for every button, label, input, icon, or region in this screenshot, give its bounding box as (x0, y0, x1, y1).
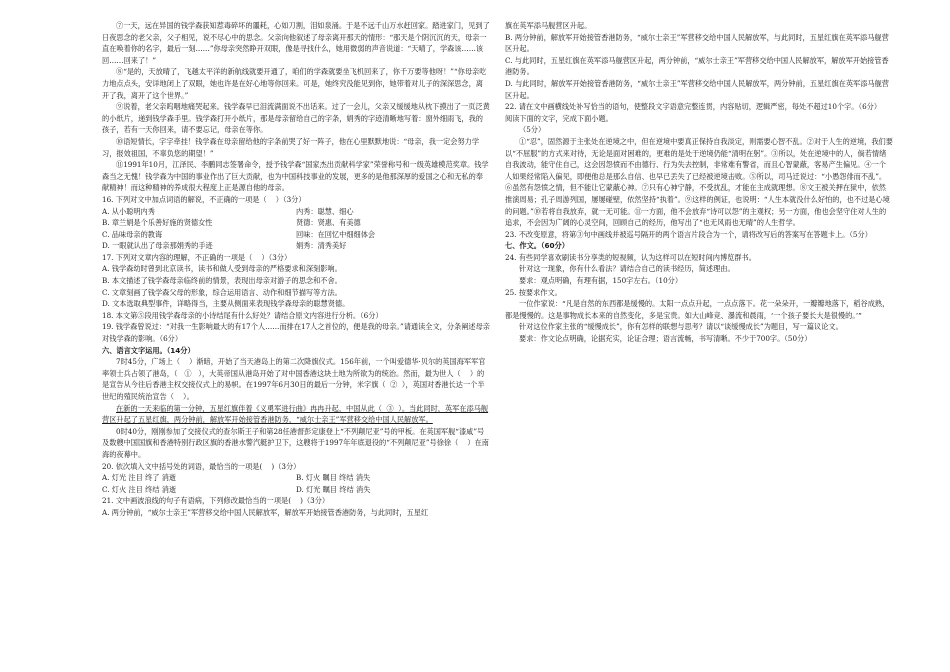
q16-option-c: C. 品味母亲的教诲 (102, 229, 163, 239)
language-passage-3: 0时40分，刚刚参加了交接仪式的查尔斯王子和第28任港督彭定康登上“不列颠尼亚”号的甲板。在英国军舰“漆咸”号及数艘中国国旗和香港特别行政区旗的香港水警汽艇护卫下，这艘将于1997年年底退役的“不列颠尼亚”号徐徐（ ）在南海的夜幕中。 (102, 426, 489, 459)
paragraph-7: ⑦一天，远在异国的钱学森获知惹毒碎坏的噩耗，心如刀割，泪如泉涌。于是不远千山万水赶回家。踏进家门，见到了日夜思念的老父亲，父子相见，说不尽心中的思念。父亲向他叙述了母亲离开那天的情形：“那天是个阴沉沉的天，母亲一直在唤着你的名字，最后一刻……”你母亲突然睁开双眼，像是寻找什么，她用微弱的声音说道：“天晴了，学森该……该回……回来了！” (102, 21, 490, 65)
question-25: 25. 按要求作文。 (505, 287, 562, 297)
question-22: 22. 请在文中画横线处补写恰当的语句，使整段文字语意完整连贯，内容贴切，逻辑严密，每处不超过10个字。（6分） (505, 102, 882, 112)
question-18: 18. 本文第⑤段用钱学森母亲的小诗结尾有什么好处？请结合原文内容进行分析。（6分） (102, 310, 383, 320)
q20-option-d: D. 灯光 瞩目 终结 消失 (296, 484, 371, 494)
paragraph-9: ⑨说着，老父亲呜咽地痛哭起来。钱学森早已泪流满面说不出话来。过了一会儿，父亲又缓缓地从枕下摸出了一页泛黄的小纸片，递到钱学森手里。钱学森打开小纸片，那是母亲留给自己的字条，娟秀的字迹清晰地写着：窗外细雨飞，我的孩子，若有一天你回来，请不要忘记，母亲在等你。 (102, 102, 490, 135)
right-column (505, 20, 893, 345)
q21-option-c: C. 与此同时，五星红旗在英军添马舰营区升起，两分钟前，“威尔士亲王”军营移交给中国人民解放军，解放军开始接管香港防务。 (505, 55, 889, 77)
q25-quote: 一位作家说：“凡是自然的东西都是缓慢的。太阳一点点升起，一点点落下。花一朵朵开，一瓣瓣地落下，稻谷成熟，都是慢慢的。这是事物成长本来的自然变化，多是宝贵。如大山峰竞、瀑流和晨雨，‘一个孩子要长大是很慢的。’” (505, 299, 890, 320)
q20-option-c: C. 灯火 注目 终结 消逝 (102, 484, 177, 494)
q21-option-a: A. 两分钟前，“威尔士亲王”军营移交给中国人民解放军，解放军开始接管香港防务，与此同时，五星红 (102, 507, 429, 517)
q24-requirement: 要求：观点明确，有理有据，150字左右。（10分） (519, 276, 683, 286)
q16-option-c-row (102, 229, 490, 241)
q17-option-b: B. 本文描述了钱学森母亲临终前的情景，表现出母亲对游子的思念和不舍。 (102, 276, 342, 286)
language-passage-2: 在新的一天来临的第一分钟，五星红旗伴着《义勇军进行曲》冉冉升起，中国从此（ ③ ）。当此同时，英军在添马舰营区升起了五星红旗，两分钟前，解放军开始接管香港防务，“威尔士亲王”军营移交给中国人民解放军。 (102, 403, 489, 425)
question-24: 24. 有些同学喜欢刷读书分享类的短视频，认为这样可以在短时间内博览群书。 (505, 252, 756, 262)
reading-instruction: 阅读下面的文字，完成下面小题。 (505, 113, 613, 123)
q20-option-b: B. 灯火 瞩目 终结 消失 (296, 473, 371, 483)
q16-option-d-gloss: 娟秀：清秀美好 (296, 241, 347, 251)
section-7-heading: 七、作文。（60分） (505, 241, 569, 251)
paragraph-10: ⑩语短情长，字字牵挂！钱学森在母亲留给他的字条前哭了好一阵子，他在心里默默地说：“母亲，我一定会努力学习，报效祖国，不辜负您的期望！” (102, 136, 480, 158)
q16-option-d-row (102, 240, 490, 252)
question-19: 19. 钱学森曾说过：“对我一生影响最大的有17个人……而排在17人之首位的，便是我的母亲。”请通读全文，分条阐述母亲对钱学森的影响。（6分） (102, 322, 490, 344)
q17-option-c: C. 文章刻画了钱学森父母的形象，综合运用语言、动作和细节描写等方法。 (102, 287, 342, 297)
reading-points: （5分） (519, 125, 546, 135)
question-23: 23. 不改变原意，将第③句中画线并被巡号隔开的两个语言片段合为一个，请将改写后的答案写在答题卡上。（5分） (505, 229, 872, 239)
question-16: 16. 下列对文中加点词语的解说，不正确的一项是（ ）（3分） (102, 194, 306, 204)
q16-option-a-gloss: 内秀：聪慧、细心 (296, 206, 354, 216)
question-21: 21. 文中画波浪线的句子有语病，下列修改最恰当的一项是( )（3分） (102, 496, 330, 506)
section-6-heading: 六、语言文字运用。（14分） (102, 345, 195, 355)
language-passage-1: 7时45分，广场上（ ）渐暗，开始了当天港岛上的第二次降旗仪式。156年前，一个叫爱德华·贝尔的英国海军军官率领士兵占领了港岛，（ ① ），大英帝国从港岛开始了对中国香港这块土地为所欲为的统治。然而，最为世人（ ）的是宣告从今往后香港主权交接仪式上的易帜。在1997年6月30日的最后一分钟，米字旗（ ② ），英国对香港长达一个半世纪的殖民统治宣告（ ）。 (102, 357, 486, 401)
reading-passage: ①“忍”，固然源于主张处在逆境之中，但在逆境中要真正保持自我淡定，则需要心智不乱。②对于人生的逆境，我们要以“不屈服”的方式来对待，无论是面对困难的，更难的是处于逆境仍能“清明在躬”。③所以，处在逆境中的人，倘若情绪自我波动，能守住自己，这会因怨愤而不由德行、行为失去控制，非常难有警省，而且心智蒙蔽，客易产生偏见。④一个人如果经常陷入偏见，即便他总是那么自信、也早已丢失了已经被逆境击败。⑤所以，司马迁说过：“小愚怨俳而不乱”。⑥虽然有怨愤之情，但不能让它蒙蔽心神。⑦只有心神宁静，不受扰乱，才能在主成就理想。⑧文王被关押在狱中，依然推演周易；孔子周游列国，屡屡碰壁，依然坚持“执着”。⑨这样的例证，也说明：“人生本就没什么好怕的，也不过是心境的问题。”⑩若将自我放弃，就一无可能。⑪一方面，他不会放弃“诗可以怨”的主观权；另一方面，他也会坚守住对人生的追求，不会因为广阔的心灵空间，回顾自己的经历，他写出了“也无风雨也无晴”的人生哲学。 (505, 136, 893, 228)
q16-option-b-gloss: 贤德：贤惠、有美德 (296, 218, 361, 228)
q21-option-a-cont: 旗在英军添马舰营区升起。 (505, 21, 592, 30)
q16-option-a-row (102, 206, 490, 218)
q16-option-a: A. 从小聪明内秀 (102, 206, 155, 216)
paragraph-8: ⑧“是的，天放晴了，飞越太平洋的新航线就要开通了，咱们的学森就要坐飞机回来了，你千万要等他呀！”“你母亲吃力地点点头，安详地闭上了双眼，她也许是在好心地等你回来。可是，她终究没能见到你，她带着对儿子的深深思念，离开了我，离开了这个世界。” (102, 67, 487, 100)
q25-requirement: 要求：作文论点明确，论据充实，论证合理；语言流畅，书写清晰。不少于700字。（50分） (519, 334, 812, 344)
q25-prompt: 针对这位作家主张的“缓慢成长”，你有怎样的联想与思考？请以“谈缓慢成长”为题目，写一篇议论文。 (519, 322, 843, 332)
left-column (102, 20, 490, 519)
q16-option-c-gloss: 回味：在回忆中细细体会 (296, 229, 376, 239)
q17-option-a: A. 钱学森幼时曾到北京读书，读书和做人受到母亲的严格要求和深刻影响。 (102, 264, 342, 274)
q21-option-d: D. 与此同时，解放军开始接管香港防务，“威尔士亲王”军营移交给中国人民解放军，两分钟前，五星红旗在英军添马舰营区升起。 (505, 78, 889, 100)
q16-option-d: D. 一眼就认出了母亲那娟秀的手迹 (102, 241, 213, 251)
q20-option-a: A. 灯光 注目 终了 消逝 (102, 473, 177, 483)
q21-option-b: B. 两分钟前，解放军开始接管香港防务，“威尔士亲王”军营移交给中国人民解放军，与此同时，五星红旗在英军添马舰营区升起。 (505, 32, 889, 54)
q17-option-d: D. 文本选取典型事件，详略得当，主要从侧面来表现钱学森母亲的聪慧贤德。 (102, 299, 350, 309)
q16-option-b-row (102, 217, 490, 229)
paragraph-11: ⑪1991年10月，江泽民、李鹏同志签署命令，授予钱学森“国家杰出贡献科学家”荣誉称号和一级英雄模范奖章。钱学森当之无愧！钱学森为中国的事业作出了巨大贡献，也为中国科技事业的发展，更多的是他那深厚的爱国之心和无私的奉献精神！而这种精神的养成很大程度上正是源自他的母亲。 (102, 160, 489, 193)
q20-options-row-1 (102, 472, 490, 484)
question-17: 17. 下列对文章内容的理解，不正确的一项是（ ）（3分） (102, 252, 292, 262)
question-20: 20. 依次填入文中括号处的词语，最恰当的一项是( )（3分） (102, 461, 301, 471)
q20-options-row-2 (102, 484, 490, 496)
q24-prompt: 针对这一现象，你有什么看法？请结合自己的读书经历，简述理由。 (519, 264, 735, 274)
q16-option-b: B. 章兰娟是个乐善好施的贤德女性 (102, 218, 213, 228)
